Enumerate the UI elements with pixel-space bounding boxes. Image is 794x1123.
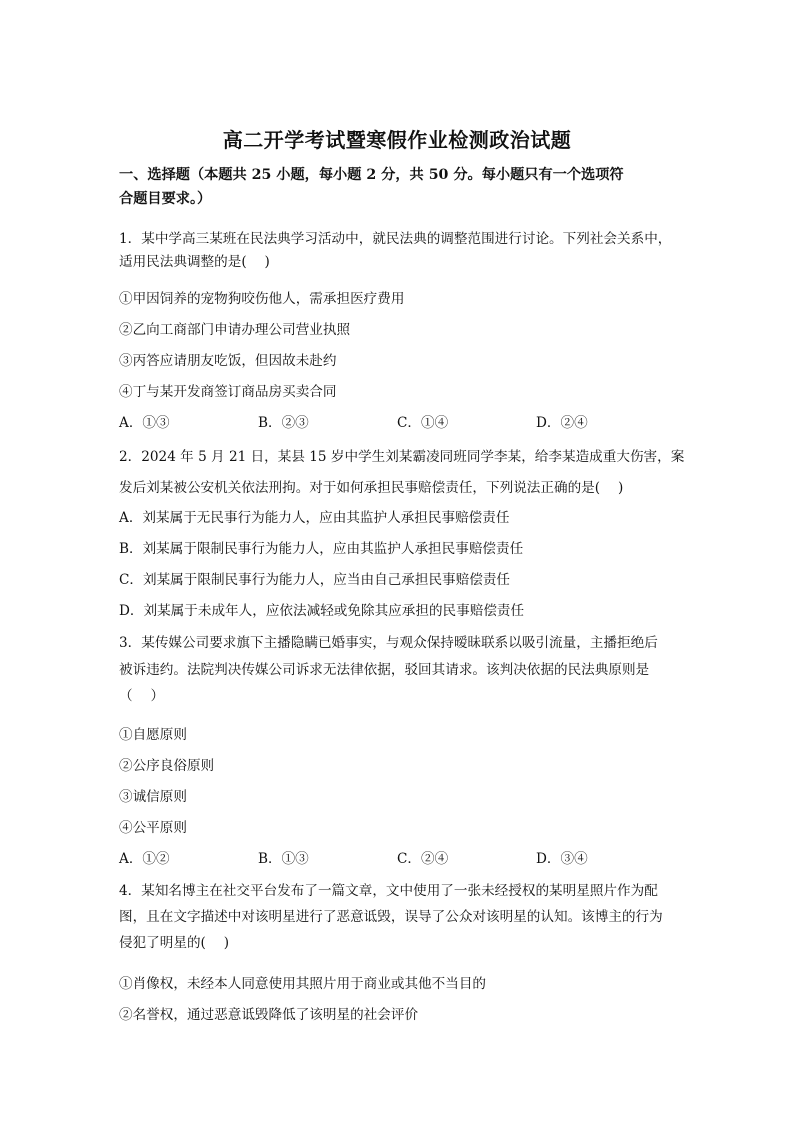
- question-3-stem-line-3: （ ）: [119, 688, 165, 704]
- question-1-option-c[interactable]: C．①④: [397, 415, 449, 431]
- question-4-item-1: ①肖像权，未经本人同意使用其照片用于商业或其他不当目的: [119, 976, 487, 992]
- question-3-option-b[interactable]: B．①③: [258, 851, 309, 867]
- question-1-option-d[interactable]: D．②④: [536, 415, 588, 431]
- question-2-option-d[interactable]: D．刘某属于未成年人，应依法减轻或免除其应承担的民事赔偿责任: [119, 603, 525, 619]
- question-2-stem-line-1: 2．2024 年 5 月 21 日，某县 15 岁中学生刘某霸凌同班同学李某，给李某造成重大伤害，案: [119, 449, 685, 465]
- question-3-item-2: ②公序良俗原则: [119, 758, 215, 774]
- page-title: 高二开学考试暨寒假作业检测政治试题: [222, 128, 572, 152]
- question-4-item-2: ②名誉权，通过恶意诋毁降低了该明星的社会评价: [119, 1007, 419, 1023]
- question-3-option-a[interactable]: A．①②: [119, 851, 170, 867]
- question-3-item-1: ①自愿原则: [119, 727, 187, 743]
- question-3-stem-line-2: 被诉违约。法院判决传媒公司诉求无法律依据，驳回其请求。该判决依据的民法典原则是: [119, 662, 650, 678]
- question-1-option-a[interactable]: A．①③: [119, 415, 170, 431]
- question-1-item-4: ④丁与某开发商签订商品房买卖合同: [119, 384, 337, 400]
- question-4-stem-line-2: 图，且在文字描述中对该明星进行了恶意诋毁，误导了公众对该明星的认知。该博主的行为: [119, 909, 663, 925]
- question-4-stem-line-1: 4．某知名博主在社交平台发布了一篇文章，文中使用了一张未经授权的某明星照片作为配: [119, 883, 658, 899]
- question-1-stem-line-2: 适用民法典调整的是( ): [119, 254, 270, 270]
- question-1-stem-line-1: 1．某中学高三某班在民法典学习活动中，就民法典的调整范围进行讨论。下列社会关系中，: [119, 231, 672, 247]
- question-3-stem-line-1: 3．某传媒公司要求旗下主播隐瞒已婚事实，与观众保持暧昧联系以吸引流量，主播拒绝后: [119, 635, 658, 651]
- question-3-item-4: ④公平原则: [119, 820, 187, 836]
- question-1-item-1: ①甲因饲养的宠物狗咬伤他人，需承担医疗费用: [119, 291, 405, 307]
- question-3-option-c[interactable]: C．②④: [397, 851, 449, 867]
- question-3-item-3: ③诚信原则: [119, 789, 187, 805]
- question-1-item-3: ③丙答应请朋友吃饭，但因故未赴约: [119, 353, 337, 369]
- question-2-option-b[interactable]: B．刘某属于限制民事行为能力人，应由其监护人承担民事赔偿责任: [119, 541, 524, 557]
- section-heading-line-1: 一、选择题（本题共 25 小题，每小题 2 分，共 50 分。每小题只有一个选项符: [119, 167, 624, 183]
- question-1-item-2: ②乙向工商部门申请办理公司营业执照: [119, 322, 351, 338]
- section-heading-line-2: 合题目要求。）: [119, 191, 212, 207]
- question-1-option-b[interactable]: B．②③: [258, 415, 309, 431]
- question-2-option-a[interactable]: A．刘某属于无民事行为能力人，应由其监护人承担民事赔偿责任: [119, 510, 510, 526]
- question-2-option-c[interactable]: C．刘某属于限制民事行为能力人，应当由自己承担民事赔偿责任: [119, 572, 511, 588]
- question-4-stem-line-3: 侵犯了明星的( ): [119, 935, 230, 951]
- question-3-option-d[interactable]: D．③④: [536, 851, 588, 867]
- question-2-stem-line-2: 发后刘某被公安机关依法刑拘。对于如何承担民事赔偿责任，下列说法正确的是( ): [119, 480, 624, 496]
